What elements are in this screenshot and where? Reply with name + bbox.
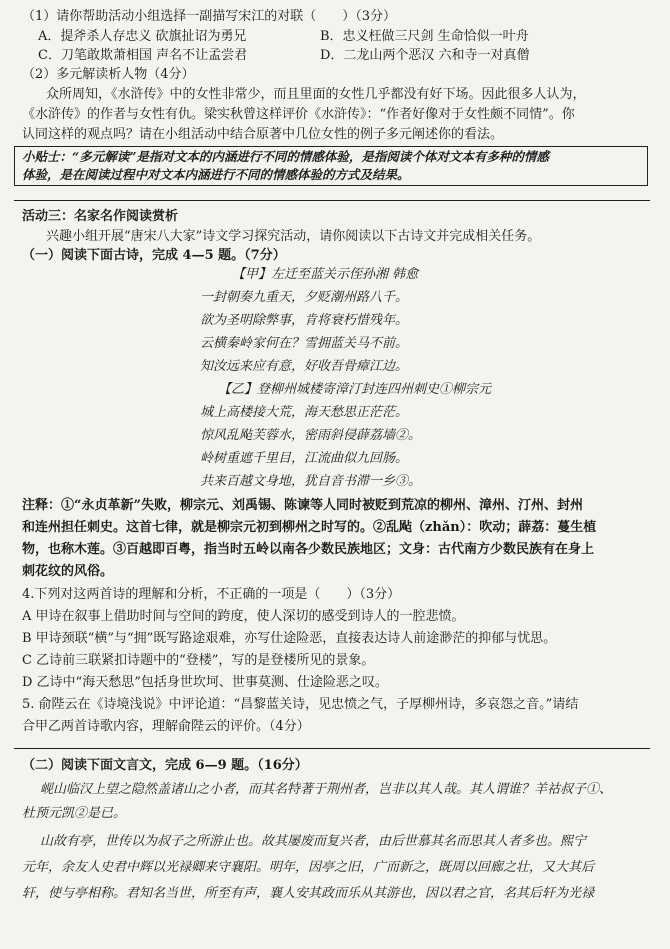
poem-a-line-3: 云横秦岭家何在？雪拥蓝关马不前。 [200, 336, 409, 351]
poem-a-line-4: 知汝远来应有意，好收吾骨瘴江边。 [200, 359, 409, 374]
activity3-intro: 兴趣小组开展“唐宋八大家”诗文学习探究活动，请你阅读以下古诗文并完成相关任务。 [46, 229, 541, 244]
q1-option-a: A．提斧杀人存忠义 砍旗扯诏为勇兄 [38, 29, 247, 44]
tip-line-1: 小贴士：“多元解读”是指对文本的内涵进行不同的情感体验，是指阅读个体对文本有多种的情感 [22, 149, 549, 164]
q1-option-c: C．刀笔敢欺萧相国 声名不让孟尝君 [38, 48, 248, 63]
poem-b-line-1: 城上高楼接大荒，海天愁思正茫茫。 [200, 405, 409, 420]
q4-option-d: D 乙诗中“海天愁思”包括身世坎坷、世事莫测、仕途险恶之叹。 [22, 675, 388, 690]
prose-line-5: 轩，使与亭相称。君知名当世，所至有声，襄人安其政而乐从其游也，因以君之官，名其后轩为光禄 [22, 886, 595, 901]
q1-prompt: （1）请你帮助活动小组选择一副描写宋江的对联（ ）（3分） [22, 9, 397, 24]
section2-divider [14, 748, 650, 749]
tip-line-2: 体验，是在阅读过程中对文本内涵进行不同的情感体验的方式及结果。 [22, 167, 410, 182]
q5-line-2: 合甲乙两首诗歌内容，理解俞陛云的评价。（4分） [22, 719, 310, 734]
poem-b-line-2: 惊风乱飐芙蓉水，密雨斜侵薜荔墙②。 [200, 428, 422, 443]
q1-option-d: D．二龙山两个恶汉 六和寺一对真僧 [320, 48, 530, 63]
notes-line-4: 刺花纹的风俗。 [22, 564, 114, 579]
activity3-title: 活动三：名家名作阅读赏析 [22, 209, 179, 224]
q4-option-b: B 甲诗颈联“横”与“拥”既写路途艰难，亦写仕途险恶，直接表达诗人前途渺茫的抑郁与忧思。 [22, 631, 557, 646]
section-divider [14, 200, 650, 201]
notes-line-2: 和连州担任刺史。这首七律，就是柳宗元初到柳州之时写的。②乱飐（zhǎn）：吹动；薜荔：蔓生植 [22, 520, 597, 535]
poem-b-title: 【乙】登柳州城楼寄漳汀封连四州刺史①柳宗元 [218, 382, 492, 397]
q2-title: （2）多元解读析人物（4分） [22, 67, 195, 82]
poem-a-line-2: 欲为圣明除弊事，肯将衰朽惜残年。 [200, 313, 409, 328]
poem-a-line-1: 一封朝奏九重天，夕贬潮州路八千。 [200, 290, 409, 305]
prose-line-3: 山故有亭，世传以为叔子之所游止也。故其屡废而复兴者，由后世慕其名而思其人者多也。熙宁 [40, 834, 587, 849]
q1-option-b: B．忠义枉做三尺剑 生命恰似一叶舟 [320, 29, 529, 44]
prose-line-4: 元年，余友人史君中辉以光禄卿来守襄阳。明年，因亭之旧，广而新之，既周以回廊之壮，又大其后 [22, 860, 595, 875]
prose-line-2: 杜预元凯②是已。 [22, 806, 127, 821]
poem-a-title: 【甲】左迁至蓝关示侄孙湘 韩愈 [232, 267, 419, 282]
q4-option-c: C 乙诗前三联紧扣诗题中的“登楼”，写的是登楼所见的景象。 [22, 653, 375, 668]
q5-line-1: 5. 俞陛云在《诗境浅说》中评论道：“昌黎蓝关诗，见忠愤之气，子厚柳州诗，多哀怨之音。”请结 [22, 697, 579, 712]
q4-prompt: 4.下列对这两首诗的理解和分析，不正确的一项是（ ）（3分） [22, 587, 401, 602]
notes-line-3: 物，也称木莲。③百越即百粤，指当时五岭以南各少数民族地区；文身：古代南方少数民族有在身上 [22, 542, 595, 557]
q2-para-line-1: 众所周知，《水浒传》中的女性非常少，而且里面的女性几乎都没有好下场。因此很多人认为， [46, 87, 586, 102]
q2-para-line-3: 认同这样的观点吗？请在小组活动中结合原著中几位女性的例子多元阐述你的看法。 [22, 127, 504, 142]
q2-para-line-2: 《水浒传》的作者与女性有仇。梁实秋曾这样评价《水浒传》：“作者好像对于女性颇不同情”。你 [22, 107, 575, 122]
section2-title: （二）阅读下面文言文，完成 6—9 题。（16分） [22, 758, 308, 773]
prose-line-1: 岘山临汉上望之隐然盖诸山之小者，而其名特著于荆州者，岂非以其人哉。其人谓谁？羊祜叔子①、 [40, 782, 613, 797]
poem-b-line-4: 共来百越文身地，犹自音书滞一乡③。 [200, 474, 422, 489]
section1-title: （一）阅读下面古诗，完成 4—5 题。（7分） [22, 248, 286, 263]
q4-option-a: A 甲诗在叙事上借助时间与空间的跨度，使人深切的感受到诗人的一腔悲愤。 [22, 609, 465, 624]
poem-b-line-3: 岭树重遮千里目，江流曲似九回肠。 [200, 451, 409, 466]
notes-line-1: 注释：①“永贞革新”失败，柳宗元、刘禹锡、陈谏等人同时被贬到荒凉的柳州、漳州、汀州、封州 [22, 498, 583, 513]
